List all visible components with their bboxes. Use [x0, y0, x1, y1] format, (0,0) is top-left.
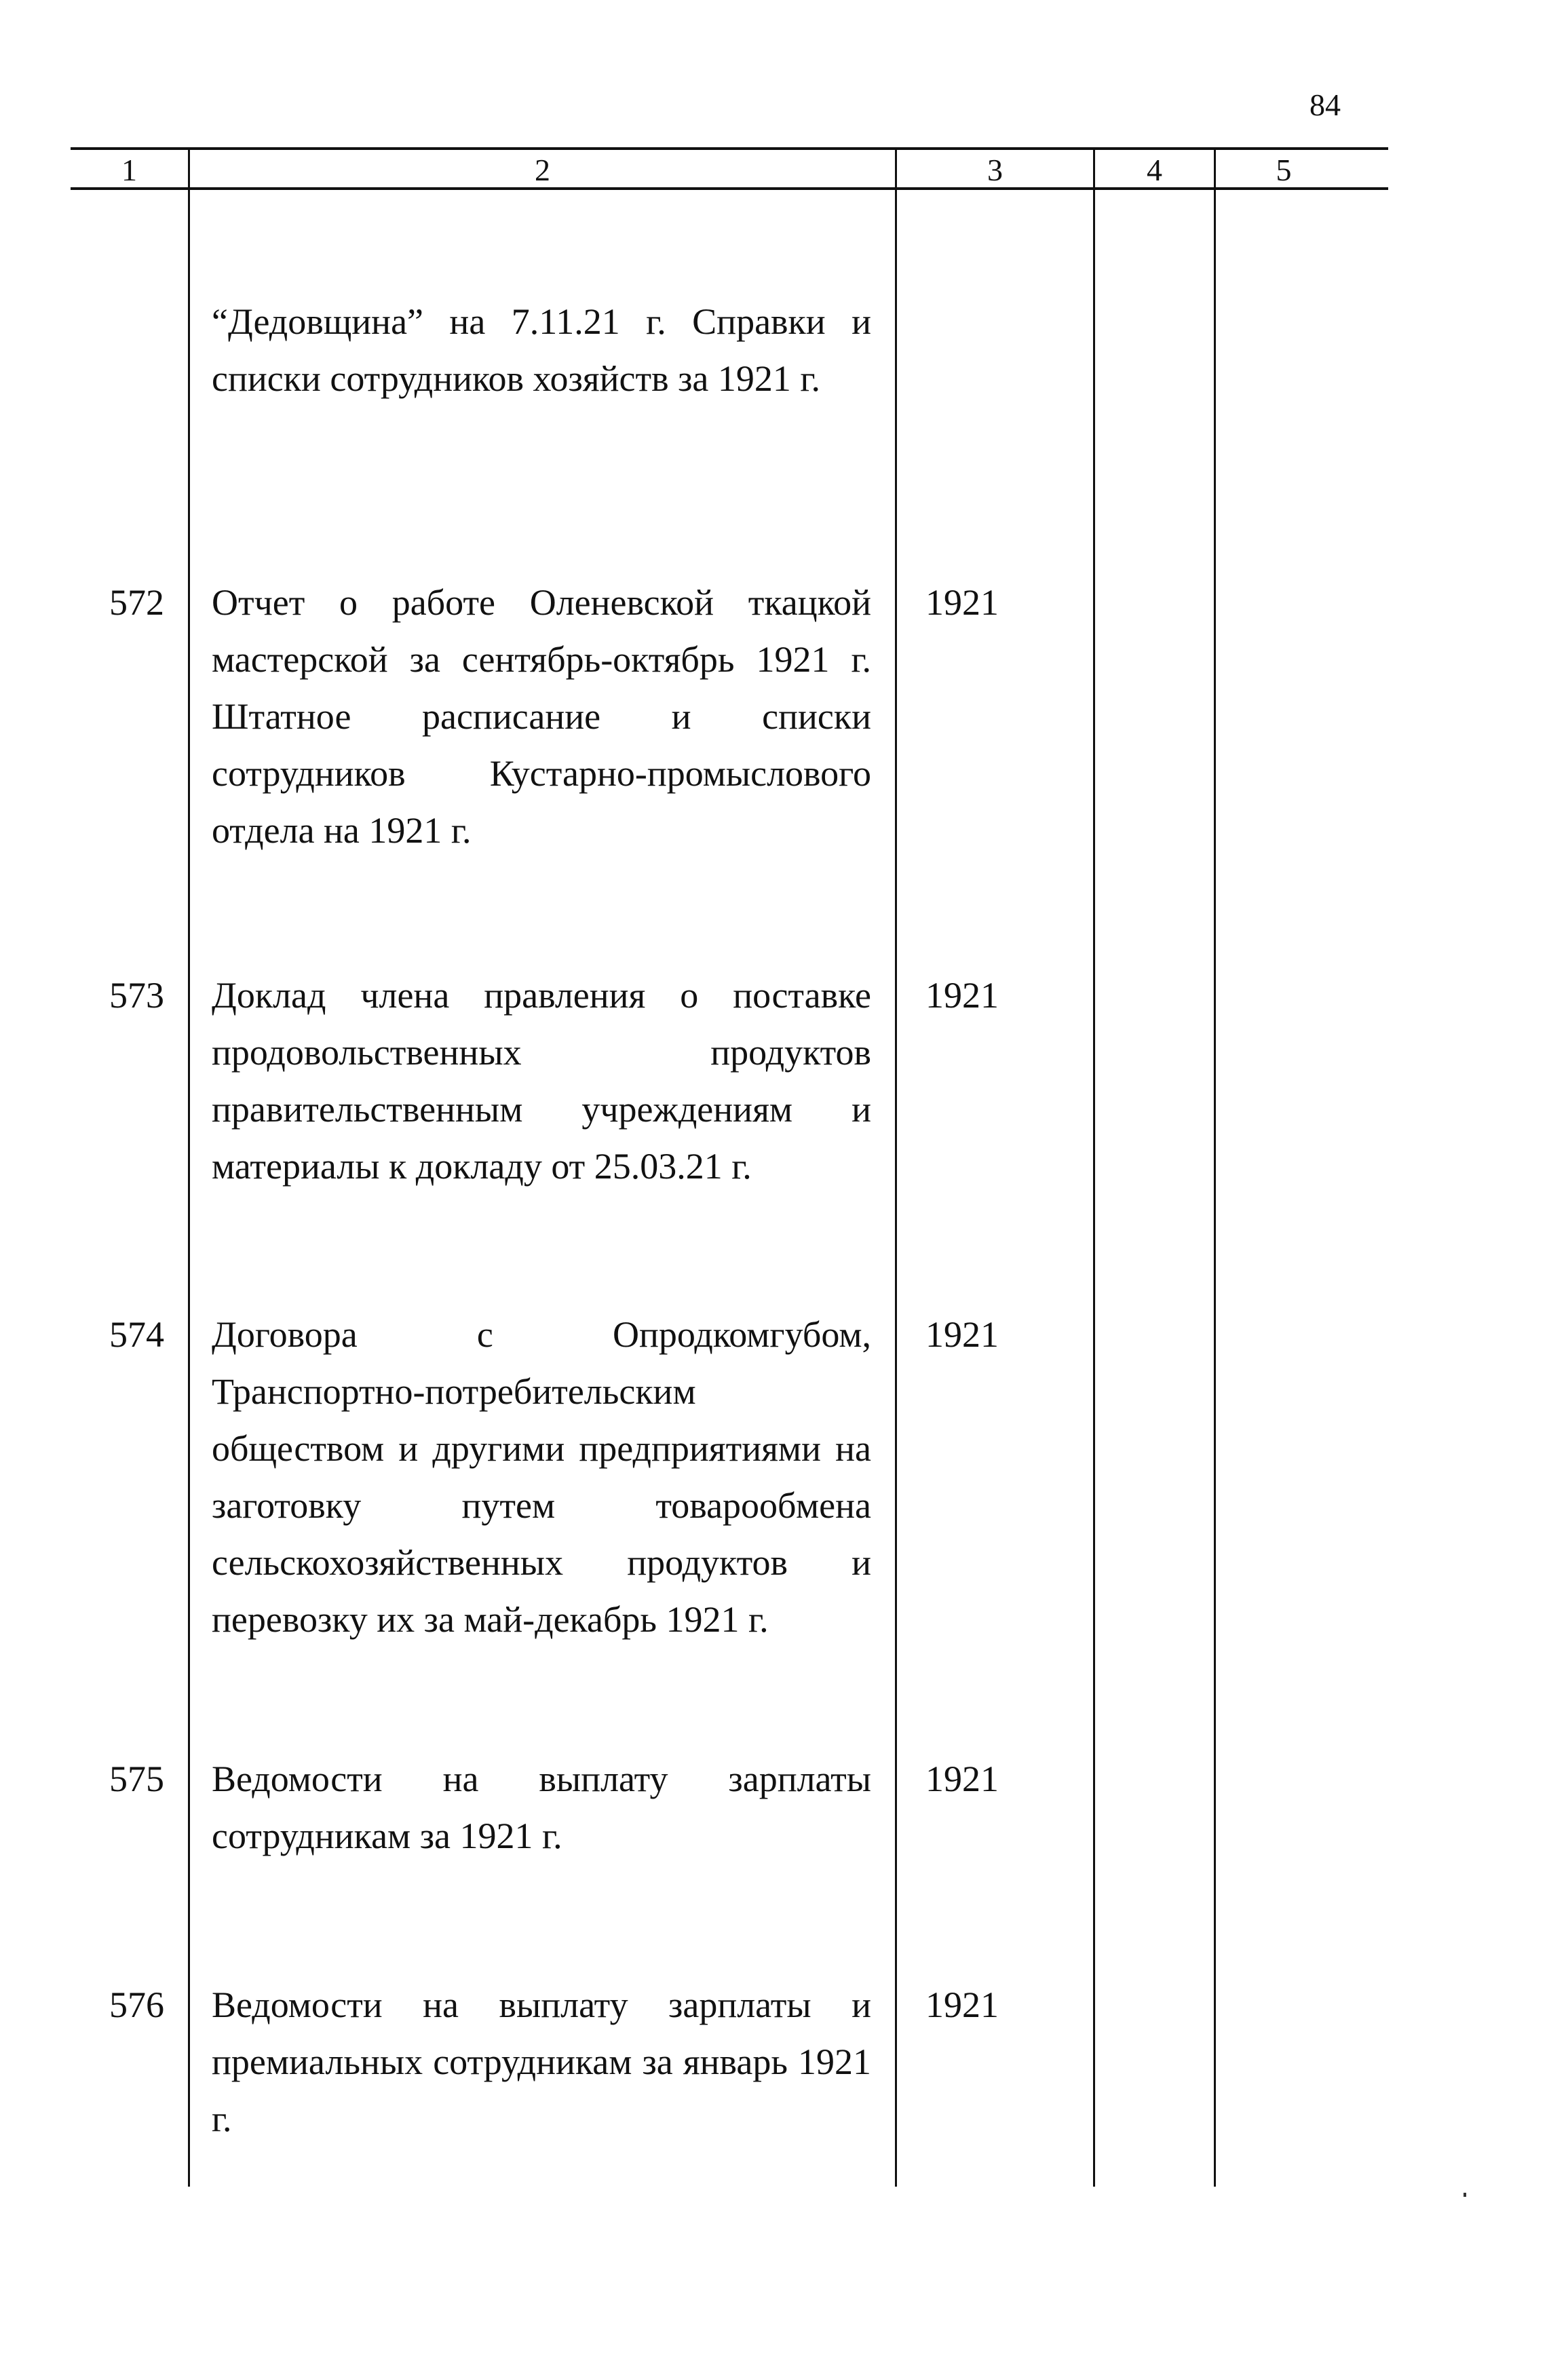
- entry-number: 572: [109, 582, 164, 623]
- column-header-4: 4: [1147, 153, 1162, 187]
- entry-number: 574: [109, 1314, 164, 1355]
- entry-year: 1921: [925, 1984, 999, 2025]
- entry-description: Ведомости на выплату зарплаты сотрудникам за 1921 г.: [212, 1759, 871, 1856]
- entry-number: 575: [109, 1759, 164, 1799]
- scan-speck: [1464, 2193, 1466, 2197]
- entry-year: 1921: [925, 1314, 999, 1355]
- entry-year: 1921: [925, 582, 999, 623]
- entry-number: 576: [109, 1984, 164, 2025]
- column-header-2: 2: [535, 153, 550, 187]
- header-top-rule: [71, 147, 1388, 150]
- entry-description: Ведомости на выплату зарплаты и премиальных сотрудникам за январь 1921 г.: [212, 1984, 871, 2139]
- column-header-1: 1: [121, 153, 137, 187]
- entry-description: Договора с Опродкомгубом, Транспортно-потребительским обществом и другими предприятиями на заготовку путем товарообмена сельскохозяйственных продуктов и перевозку их за май-декабрь 1921 г.: [212, 1314, 871, 1640]
- column-divider-3: [1093, 149, 1095, 2187]
- column-divider-4: [1214, 149, 1216, 2187]
- column-header-3: 3: [987, 153, 1003, 187]
- page-number: 84: [1309, 88, 1341, 122]
- entry-number: 573: [109, 975, 164, 1016]
- entry-description: Доклад члена правления о поставке продовольственных продуктов правительственным учреждениям и материалы к докладу от 25.03.21 г.: [212, 975, 871, 1187]
- column-divider-1: [188, 149, 190, 2187]
- column-header-5: 5: [1276, 153, 1292, 187]
- entry-year: 1921: [925, 975, 999, 1016]
- entry-year: 1921: [925, 1759, 999, 1799]
- column-divider-2: [895, 149, 897, 2187]
- continuation-description: “Дедовщина” на 7.11.21 г. Справки и списки сотрудников хозяйств за 1921 г.: [212, 301, 871, 399]
- entry-description: Отчет о работе Оленевской ткацкой мастерской за сентябрь-октябрь 1921 г. Штатное расписание и списки сотрудников Кустарно-промыслового отдела на 1921 г.: [212, 582, 871, 851]
